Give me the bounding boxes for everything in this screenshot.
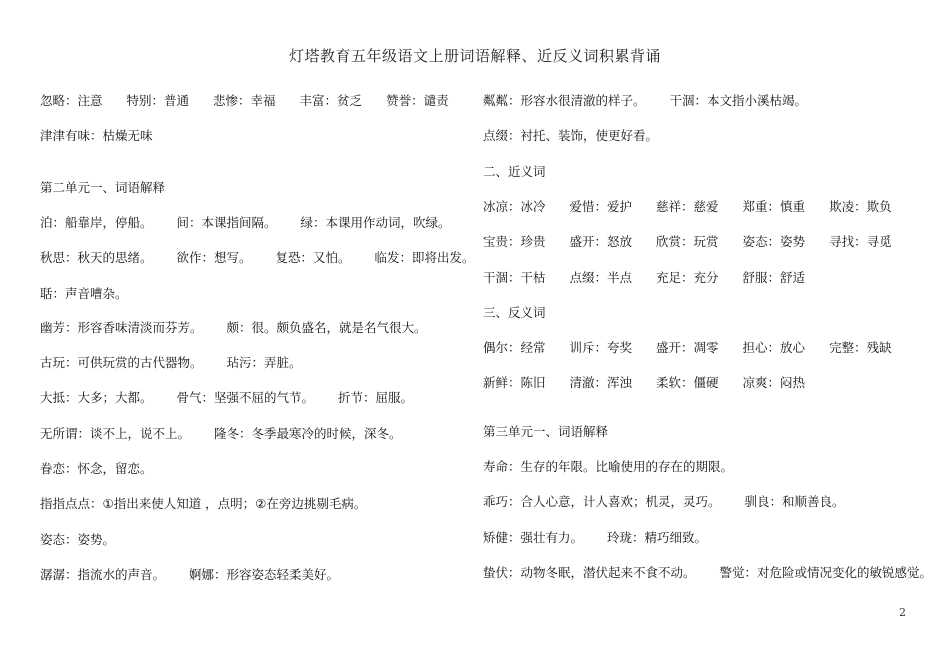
entry-text: 颇：很。颇负盛名，就是名气很大。 [226, 320, 427, 335]
right-column-line [483, 305, 546, 321]
entry-text: 津津有味：枯燥无味 [40, 128, 153, 143]
entry-text: 姿态：姿势。 [40, 532, 116, 547]
entry-text: 隆冬：冬季最寒冷的时候，深冬。 [214, 426, 402, 441]
entry-text: 新鲜：陈旧 [483, 375, 546, 390]
entry-text: 无所谓：谈不上，说不上。 [40, 426, 191, 441]
entry-text: 凉爽：闷热 [742, 375, 806, 390]
right-column-line [483, 494, 845, 510]
entry-text: 眷恋：怀念，留恋。 [40, 461, 153, 476]
entry-text: 寻找：寻觅 [829, 234, 892, 249]
entry-text: 宝贵：珍贵 [483, 234, 546, 249]
left-column-line [40, 390, 413, 406]
entry-text: 骨气：坚强不屈的气节。 [176, 390, 315, 405]
entry-text: 警觉：对危险或情况变化的敏锐感觉。 [719, 565, 933, 580]
entry-text: 粼粼：形容水很清澈的样子。 [483, 93, 646, 108]
entry-text: 担心：放心 [742, 340, 806, 355]
entry-text: 完整：残缺 [829, 340, 892, 355]
left-column-line [40, 496, 366, 512]
right-column-line [483, 530, 707, 546]
right-column-line [483, 164, 546, 180]
entry-text: 赞誉：谴责 [386, 93, 449, 108]
entry-text: 复恐：又怕。 [275, 250, 351, 265]
entry-text: 偶尔：经常 [483, 340, 546, 355]
entry-text: 玲珑：精巧细致。 [607, 530, 708, 545]
entry-text: 干涸：干枯 [483, 270, 546, 285]
right-column-line [483, 340, 892, 356]
entry-text: 郑重：慎重 [742, 199, 806, 214]
entry-text: 清澈：浑浊 [569, 375, 633, 390]
right-column-line [483, 424, 608, 440]
page-number: 2 [899, 606, 906, 619]
entry-text: 三、反义词 [483, 305, 546, 320]
entry-text: 丰富：贫乏 [299, 93, 363, 108]
right-column-line [483, 199, 892, 215]
entry-text: 欺凌：欺负 [829, 199, 892, 214]
entry-text: 第三单元一、词语解释 [483, 424, 609, 439]
right-column-line [483, 459, 733, 475]
entry-text: 驯良：和顺善良。 [744, 494, 845, 509]
entry-text: 矫健：强壮有力。 [483, 530, 584, 545]
entry-text: 指指点点：①指出来使人知道 ，点明；②在旁边挑剔毛病。 [40, 496, 367, 511]
entry-text: 寿命：生存的年限。比喻使用的存在的期限。 [483, 459, 734, 474]
entry-text: 欣赏：玩赏 [656, 234, 719, 249]
right-column-line [483, 128, 658, 144]
entry-text: 古玩：可供玩赏的古代器物。 [40, 355, 203, 370]
entry-text: 第二单元一、词语解释 [40, 180, 166, 195]
entry-text: 盛开：凋零 [656, 340, 719, 355]
entry-text: 二、近义词 [483, 164, 546, 179]
entry-text: 慈祥：慈爱 [656, 199, 719, 214]
left-column-line [40, 250, 475, 266]
left-column-line [40, 355, 302, 371]
left-column-line [40, 93, 449, 109]
entry-text: 间：本课指间隔。 [176, 215, 277, 230]
entry-text: 爱惜：爱护 [569, 199, 633, 214]
entry-text: 悲惨：幸福 [213, 93, 276, 108]
entry-text: 干涸：本文指小溪枯竭。 [669, 93, 808, 108]
right-column-line [483, 565, 932, 581]
entry-text: 玷污：弄脏。 [226, 355, 302, 370]
entry-text: 充足：充分 [656, 270, 719, 285]
left-column-line [40, 532, 115, 548]
entry-text: 幽芳：形容香味清淡而芬芳。 [40, 320, 203, 335]
entry-text: 冰凉：冰冷 [483, 199, 546, 214]
entry-text: 姿态：姿势 [742, 234, 806, 249]
entry-text: 蛰伏：动物冬眠，潜伏起来不食不动。 [483, 565, 696, 580]
entry-text: 乖巧：合人心意，计人喜欢；机灵，灵巧。 [483, 494, 721, 509]
left-column-line [40, 320, 427, 336]
entry-text: 泊：船靠岸，停船。 [40, 215, 153, 230]
entry-text: 点缀：衬托、装饰，使更好看。 [483, 128, 659, 143]
entry-text: 婀娜：形容姿态轻柔美好。 [189, 567, 340, 582]
left-column-line [40, 286, 128, 302]
entry-text: 盛开：怒放 [569, 234, 633, 249]
entry-text: 绿：本课用作动词，吹绿。 [300, 215, 451, 230]
entry-text: 临发：即将出发。 [374, 250, 475, 265]
entry-text: 折节：屈服。 [338, 390, 414, 405]
left-column-line [40, 180, 165, 196]
right-column-line [483, 375, 805, 391]
entry-text: 秋思：秋天的思绪。 [40, 250, 153, 265]
entry-text: 舒服：舒适 [742, 270, 806, 285]
left-column-line [40, 567, 339, 583]
left-column-line [40, 128, 153, 144]
entry-text: 柔软：僵硬 [656, 375, 719, 390]
page-title: 灯塔教育五年级语文上册词语解释、近反义词积累背诵 [288, 47, 661, 65]
entry-text: 潺潺：指流水的声音。 [40, 567, 166, 582]
left-column-line [40, 426, 402, 442]
left-column-line [40, 461, 153, 477]
left-column-line [40, 215, 451, 231]
entry-text: 欲作：想写。 [176, 250, 252, 265]
entry-text: 忽略：注意 [40, 93, 103, 108]
entry-text: 训斥：夸奖 [569, 340, 633, 355]
right-column-line [483, 270, 805, 286]
entry-text: 点缀：半点 [569, 270, 633, 285]
right-column-line [483, 234, 892, 250]
entry-text: 大抵：大多；大都。 [40, 390, 153, 405]
entry-text: 聒：声音嘈杂。 [40, 286, 128, 301]
right-column-line [483, 93, 807, 109]
entry-text: 特别：普通 [126, 93, 190, 108]
